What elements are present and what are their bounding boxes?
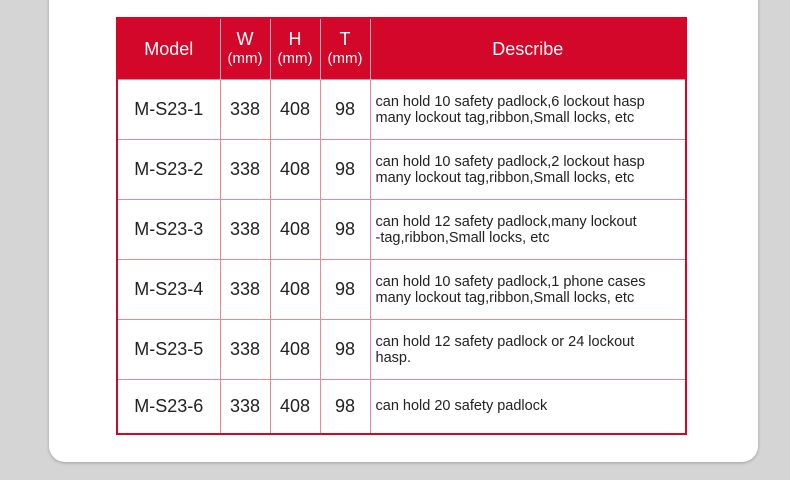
cell-height: 408 <box>270 380 320 434</box>
describe-line-2: many lockout tag,ribbon,Small locks, etc <box>375 109 635 126</box>
cell-model: M-S23-5 <box>117 320 220 380</box>
cell-model: M-S23-6 <box>117 380 220 434</box>
cell-describe <box>370 260 686 320</box>
describe-line-2: many lockout tag,ribbon,Small locks, etc <box>375 169 635 186</box>
cell-height: 408 <box>270 320 320 380</box>
cell-thickness: 98 <box>320 200 370 260</box>
cell-width: 338 <box>220 380 270 434</box>
table-row <box>117 320 686 380</box>
header-describe: Describe <box>370 18 686 80</box>
cell-thickness: 98 <box>320 80 370 140</box>
cell-thickness: 98 <box>320 380 370 434</box>
cell-height: 408 <box>270 140 320 200</box>
describe-line-2: many lockout tag,ribbon,Small locks, etc <box>375 289 635 306</box>
describe-line-1: can hold 10 safety padlock,1 phone cases <box>375 273 646 290</box>
header-thickness-letter: T <box>339 29 351 49</box>
table-row <box>117 380 686 434</box>
cell-describe <box>370 200 686 260</box>
header-width <box>220 18 270 80</box>
describe-line-2: hasp. <box>375 349 411 366</box>
describe-line-1: can hold 20 safety padlock <box>375 398 548 415</box>
header-width-letter: W <box>236 29 254 49</box>
table-row <box>117 140 686 200</box>
table-row <box>117 80 686 140</box>
spec-table <box>116 17 687 435</box>
cell-width: 338 <box>220 200 270 260</box>
cell-model: M-S23-2 <box>117 140 220 200</box>
cell-width: 338 <box>220 260 270 320</box>
cell-thickness: 98 <box>320 140 370 200</box>
header-height-letter: H <box>288 29 302 49</box>
describe-line-2: -tag,ribbon,Small locks, etc <box>375 229 550 246</box>
cell-width: 338 <box>220 140 270 200</box>
header-height-unit: (mm) <box>277 50 313 67</box>
cell-width: 338 <box>220 320 270 380</box>
cell-thickness: 98 <box>320 320 370 380</box>
header-height <box>270 18 320 80</box>
cell-height: 408 <box>270 200 320 260</box>
header-thickness-unit: (mm) <box>327 50 363 67</box>
cell-model: M-S23-3 <box>117 200 220 260</box>
table-row <box>117 200 686 260</box>
cell-thickness: 98 <box>320 260 370 320</box>
describe-line-1: can hold 12 safety padlock or 24 lockout <box>375 333 635 350</box>
cell-describe <box>370 80 686 140</box>
describe-line-1: can hold 12 safety padlock,many lockout <box>375 213 637 230</box>
cell-describe <box>370 140 686 200</box>
table-row <box>117 260 686 320</box>
header-model: Model <box>117 18 220 80</box>
cell-height: 408 <box>270 260 320 320</box>
cell-model: M-S23-1 <box>117 80 220 140</box>
cell-width: 338 <box>220 80 270 140</box>
describe-line-1: can hold 10 safety padlock,6 lockout hasp <box>375 93 645 110</box>
header-row <box>117 18 686 80</box>
header-thickness <box>320 18 370 80</box>
cell-describe <box>370 320 686 380</box>
cell-describe <box>370 380 686 434</box>
describe-line-1: can hold 10 safety padlock,2 lockout hasp <box>375 153 645 170</box>
cell-model: M-S23-4 <box>117 260 220 320</box>
header-width-unit: (mm) <box>227 50 263 67</box>
cell-height: 408 <box>270 80 320 140</box>
